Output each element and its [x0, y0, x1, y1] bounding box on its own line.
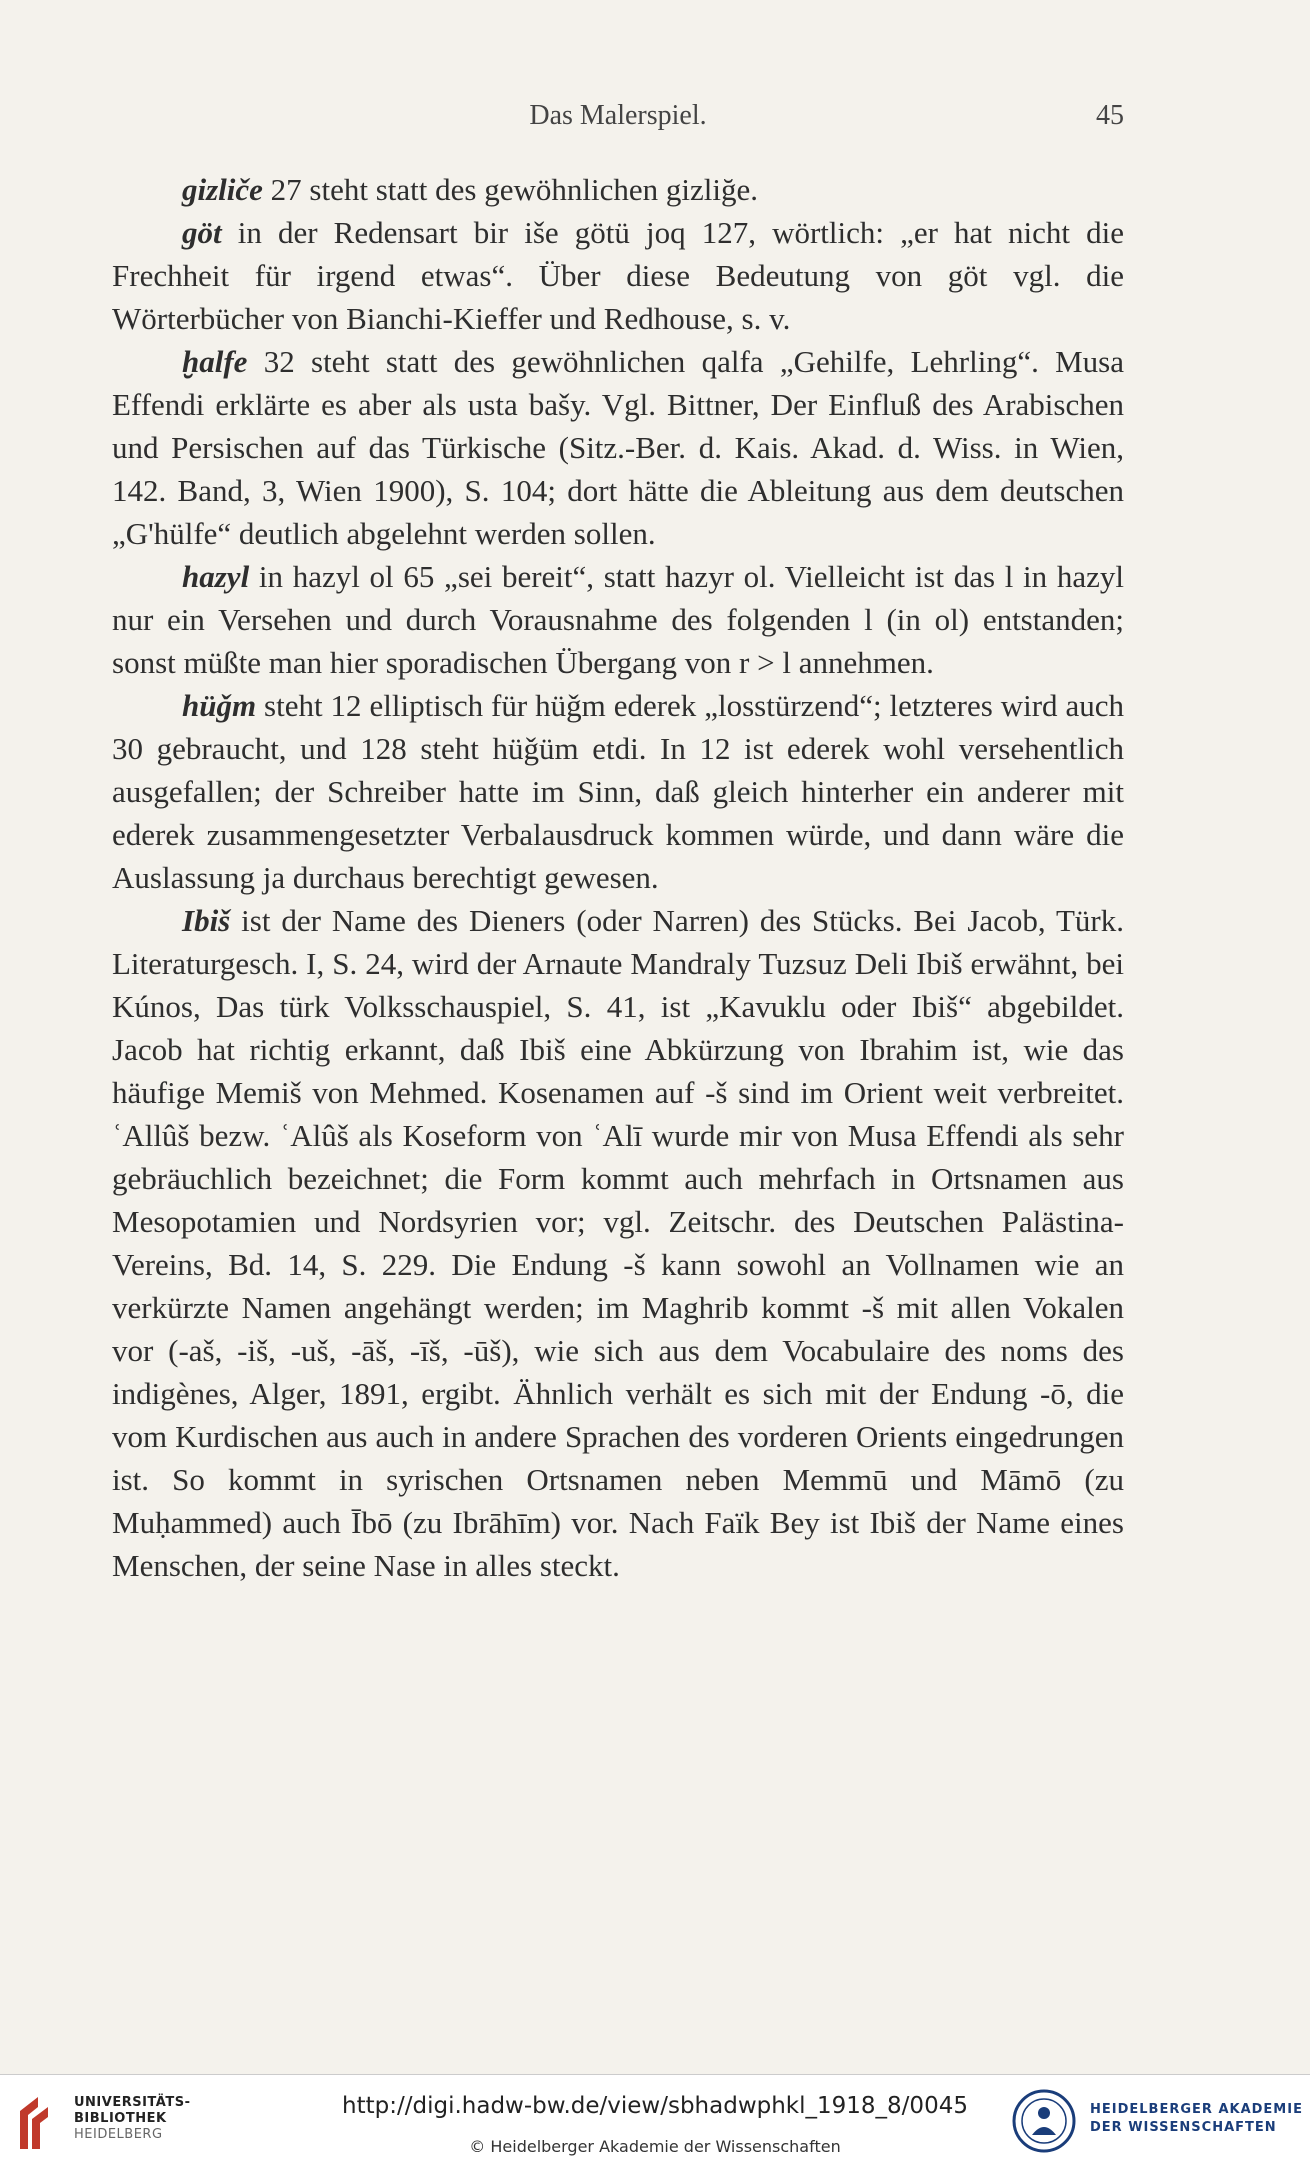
page-body: [112, 168, 1124, 1587]
library-line: BIBLIOTHEK: [74, 2111, 167, 2126]
copyright-notice: © Heidelberger Akademie der Wissenschaften: [469, 2137, 841, 2156]
entry-paragraph: [112, 168, 1124, 211]
entry-paragraph: [112, 555, 1124, 684]
academy-line: HEIDELBERGER AKADEMIE: [1090, 2102, 1303, 2117]
entry-headword: ḫalfe: [182, 344, 248, 379]
page-number: 45: [1096, 100, 1124, 131]
entry-text: in hazyl ol 65 „sei bereit“, statt hazyr ol. Vielleicht ist das l in hazyl nur ein Versehen und durch Vorausnahme des folgenden l (in ol) entstanden; sonst müßte man hier sporadischen Übergang von r > l annehmen.: [112, 559, 1124, 680]
entry-headword: göt: [182, 215, 222, 250]
library-line: HEIDELBERG: [74, 2127, 163, 2142]
running-header: [112, 100, 1124, 140]
academy-name: [1090, 2101, 1303, 2137]
entry-paragraph: [112, 340, 1124, 555]
entry-text: steht 12 elliptisch für hüǧm ederek „losstürzend“; letzteres wird auch 30 gebraucht, und 128 steht hüǧüm etdi. In 12 ist ederek wohl versehentlich ausgefallen; der Schreiber hatte im Sinn, daß gleich hinterher ein anderer mit ederek zusammengesetzter Verbalausdruck kommen würde, und dann wäre die Auslassung ja durchaus berechtigt gewesen.: [112, 688, 1124, 895]
running-title: Das Malerspiel.: [529, 100, 707, 131]
entry-headword: hüǧm: [182, 688, 257, 723]
entry-text: 27 steht statt des gewöhnlichen gizliğe.: [262, 172, 758, 207]
permalink-url[interactable]: http://digi.hadw-bw.de/view/sbhadwphkl_1918_8/0045: [342, 2093, 968, 2119]
academy-seal-icon[interactable]: [1012, 2089, 1076, 2153]
entry-paragraph: [112, 899, 1124, 1587]
viewer-footer: [0, 2074, 1310, 2171]
entry-headword: gizliče: [182, 172, 263, 207]
entry-headword: hazyl: [182, 559, 250, 594]
entry-text: ist der Name des Dieners (oder Narren) des Stücks. Bei Jacob, Türk. Literaturgesch. I, S. 24, wird der Arnaute Mandraly Tuzsuz Deli Ibiš erwähnt, bei Kúnos, Das türk Volksschauspiel, S. 41, ist „Kavuklu oder Ibiš“ abgebildet. Jacob hat richtig erkannt, daß Ibiš eine Abkürzung von Ibrahim ist, wie das häufige Memiš von Mehmed. Kosenamen auf -š sind im Orient weit verbreitet. ʿAllûš bezw. ʿAlûš als Koseform von ʿAlī wurde mir von Musa Effendi als sehr gebräuchlich bezeichnet; die Form kommt auch mehrfach in Ortsnamen aus Mesopotamien und Nordsyrien vor; vgl. Zeitschr. des Deutschen Palästina-Vereins, Bd. 14, S. 229. Die Endung -š kann sowohl an Vollnamen wie an verkürzte Namen angehängt werden; im Maghrib kommt -š mit allen Vokalen vor (-aš, -iš, -uš, -āš, -īš, -ūš), wie sich aus dem Vocabulaire des noms des indigènes, Alger, 1891, ergibt. Ähnlich verhält es sich mit der Endung -ō, die vom Kurdischen aus auch in andere Sprachen des vorderen Orients eingedrungen ist. So kommt in syrischen Ortsnamen neben Memmū und Māmō (zu Muḥammed) auch Ībō (zu Ibrāhīm) vor. Nach Faïk Bey ist Ibiš der Name eines Menschen, der seine Nase in alles steckt.: [112, 903, 1124, 1583]
entry-paragraph: [112, 684, 1124, 899]
entry-headword: Ibiš: [182, 903, 231, 938]
entry-text: in der Redensart bir iše götü joq 127, wörtlich: „er hat nicht die Frechheit für irgend etwas“. Über diese Bedeutung von göt vgl. die Wörterbücher von Bianchi-Kieffer und Redhouse, s. v.: [112, 215, 1124, 336]
academy-line: DER WISSENSCHAFTEN: [1090, 2120, 1277, 2135]
entry-text: 32 steht statt des gewöhnlichen qalfa „Gehilfe, Lehrling“. Musa Effendi erklärte es aber als usta bašy. Vgl. Bittner, Der Einfluß des Arabischen und Persischen auf das Türkische (Sitz.-Ber. d. Kais. Akad. d. Wiss. in Wien, 142. Band, 3, Wien 1900), S. 104; dort hätte die Ableitung aus dem deutschen „G'hülfe“ deutlich abgelehnt werden sollen.: [112, 344, 1124, 551]
library-line: UNIVERSITÄTS-: [74, 2095, 191, 2110]
entry-paragraph: [112, 211, 1124, 340]
